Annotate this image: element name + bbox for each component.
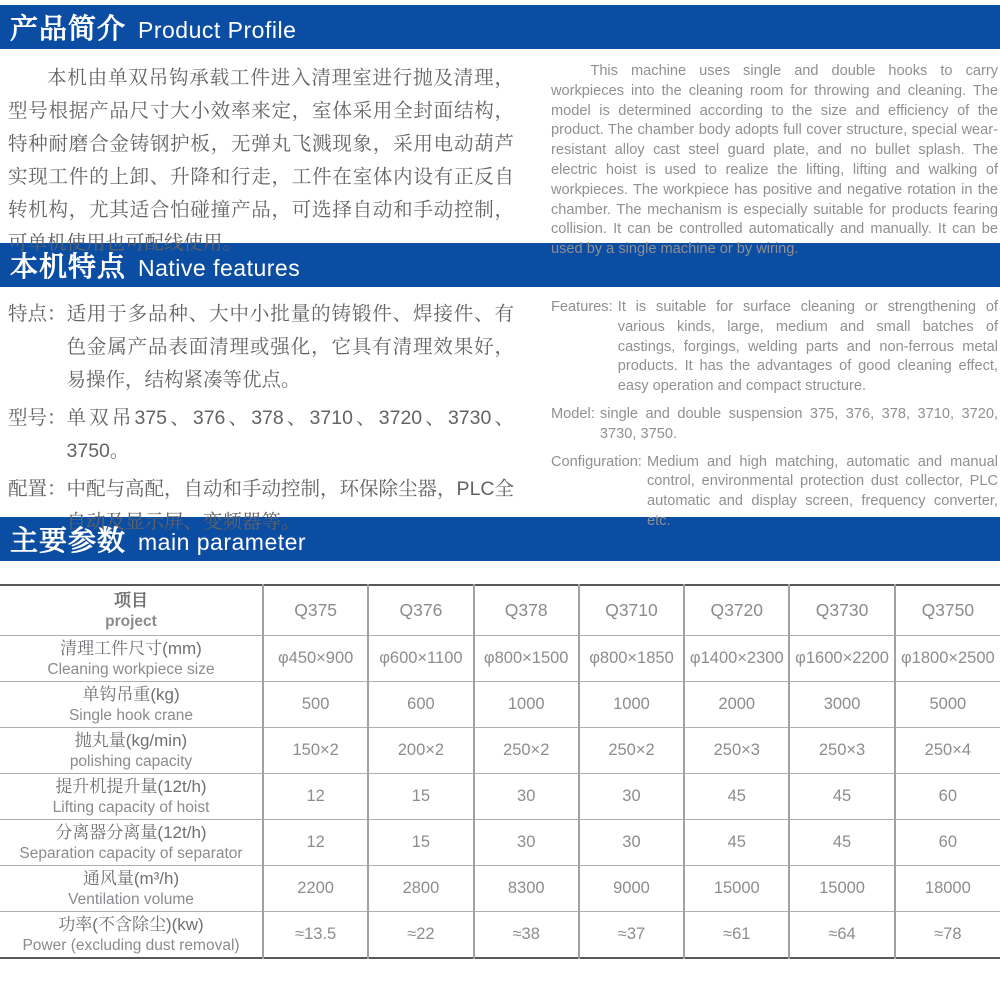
parameters-table-wrap — [0, 584, 1000, 959]
profile-text-cn — [8, 62, 514, 254]
value-cell: 15 — [368, 819, 473, 865]
features-list-en — [551, 298, 998, 529]
value-cell: φ800×1850 — [579, 635, 684, 681]
parameters-table — [0, 584, 1000, 959]
row-label-en: Cleaning workpiece size — [47, 660, 215, 678]
value-cell: 2800 — [368, 865, 473, 911]
value-cell: ≈38 — [474, 911, 579, 958]
row-label-en: polishing capacity — [69, 752, 193, 770]
header-label-en: project — [105, 612, 157, 630]
feature-text: 适用于多品种、大中小批量的铸锻件、焊接件、有色金属产品表面清理或强化，它具有清理效果好，易操作，结构紧凑等优点。 — [66, 303, 514, 391]
value-cell: 250×4 — [895, 727, 1000, 773]
value-cell: 200×2 — [368, 727, 473, 773]
value-cell: 3000 — [789, 681, 894, 727]
row-label-cn: 抛丸量(kg/min) — [74, 730, 188, 750]
profile-paragraph-en: This machine uses single and double hooks to carry workpieces into the cleaning room for throwing and cleaning. The model is determined according to the size and efficiency of the product. The chamber body adopts full cover structure, special wear-resistant alloy cast steel guard plate, and no bullet splash. The electric hoist is used to realize the lifting, lifting and walking of workpieces. The workpiece has positive and negative rotation in the chamber. The mechanism is especially suitable for products fearing collision. It can be controlled automatically and manually. It can be used by a single machine or by wiring. — [551, 63, 998, 258]
value-cell: 30 — [474, 773, 579, 819]
feature-item — [551, 453, 998, 532]
table-row — [0, 773, 1000, 819]
feature-item — [551, 405, 998, 445]
row-label-cn: 通风量(m³/h) — [82, 868, 180, 888]
row-label-cell — [0, 635, 263, 681]
row-label-cell — [0, 865, 263, 911]
value-cell: 9000 — [579, 865, 684, 911]
value-cell: φ600×1100 — [368, 635, 473, 681]
row-label-cell — [0, 681, 263, 727]
section-title-en: Native features — [138, 255, 301, 281]
row-label-cell — [0, 727, 263, 773]
row-label-cn: 清理工件尺寸(mm) — [60, 638, 202, 658]
row-label-en: Separation capacity of separator — [19, 844, 243, 862]
value-cell: 150×2 — [263, 727, 368, 773]
row-label-en: Single hook crane — [68, 706, 194, 724]
value-cell: 250×2 — [474, 727, 579, 773]
feature-label: 配置： — [8, 478, 67, 500]
value-cell: 45 — [684, 773, 789, 819]
value-cell: ≈37 — [579, 911, 684, 958]
feature-item — [551, 298, 998, 397]
value-cell: 8300 — [474, 865, 579, 911]
features-list-cn — [8, 298, 514, 533]
row-label-cell — [0, 911, 263, 958]
section-title-cn: 主要参数 — [10, 525, 127, 556]
value-cell: 1000 — [579, 681, 684, 727]
table-header-model: Q3710 — [579, 585, 684, 635]
value-cell: ≈61 — [684, 911, 789, 958]
section-title-cn: 产品简介 — [10, 13, 127, 44]
row-label-en: Lifting capacity of hoist — [52, 798, 210, 816]
value-cell: 18000 — [895, 865, 1000, 911]
table-header-row — [0, 585, 1000, 635]
value-cell: 45 — [684, 819, 789, 865]
section-title-en: Product Profile — [138, 17, 297, 43]
value-cell: 2200 — [263, 865, 368, 911]
table-header-project — [0, 585, 263, 635]
value-cell: 600 — [368, 681, 473, 727]
profile-content — [0, 49, 1000, 258]
feature-text: 中配与高配，自动和手动控制，环保除尘器，PLC全自动及显示屏、变频器等。 — [66, 478, 514, 533]
feature-text: 单双吊375、376、378、3710、3720、3730、3750。 — [66, 407, 514, 462]
table-row — [0, 727, 1000, 773]
features-content — [0, 287, 1000, 533]
table-row — [0, 865, 1000, 911]
profile-paragraph-cn: 本机由单双吊钩承载工件进入清理室进行抛及清理，型号根据产品尺寸大小效率来定，室体采用全封面结构，特种耐磨合金铸钢护板，无弹丸飞溅现象，采用电动葫芦实现工件的上卸、升降和行走，工件在室体内设有正反自转机构，尤其适合怕碰撞产品，可选择自动和手动控制，可单机使用也可配线使用。 — [8, 67, 514, 254]
value-cell: 15 — [368, 773, 473, 819]
value-cell: 30 — [579, 773, 684, 819]
section-title-cn: 本机特点 — [10, 251, 127, 282]
row-label-en: Ventilation volume — [68, 890, 194, 908]
row-label-cn: 提升机提升量(12t/h) — [55, 776, 207, 796]
value-cell: 2000 — [684, 681, 789, 727]
table-header-model: Q376 — [368, 585, 473, 635]
value-cell: 1000 — [474, 681, 579, 727]
value-cell: 12 — [263, 773, 368, 819]
feature-label: Model: — [551, 405, 595, 422]
feature-label: Features: — [551, 299, 613, 315]
value-cell: 45 — [789, 773, 894, 819]
value-cell: 15000 — [684, 865, 789, 911]
value-cell: 12 — [263, 819, 368, 865]
value-cell: 250×3 — [684, 727, 789, 773]
value-cell: 30 — [474, 819, 579, 865]
feature-item — [8, 402, 514, 468]
row-label-cn: 功率(不含除尘)(kw) — [58, 914, 204, 934]
value-cell: 45 — [789, 819, 894, 865]
value-cell: 30 — [579, 819, 684, 865]
feature-text: Medium and high matching, automatic and manual control, environmental protection dust collector, PLC automatic and display screen, frequency converter, etc. — [646, 453, 998, 529]
row-label-cn: 分离器分离量(12t/h) — [55, 822, 207, 842]
value-cell: 60 — [895, 773, 1000, 819]
row-label-cn: 单钩吊重(kg) — [82, 684, 180, 704]
row-label-en: Power (excluding dust removal) — [22, 936, 240, 954]
row-label-cell — [0, 819, 263, 865]
table-header-model: Q3720 — [684, 585, 789, 635]
feature-item — [8, 298, 514, 397]
table-header-model: Q3750 — [895, 585, 1000, 635]
value-cell: 5000 — [895, 681, 1000, 727]
value-cell: ≈78 — [895, 911, 1000, 958]
table-header-model: Q375 — [263, 585, 368, 635]
table-header-model: Q3730 — [789, 585, 894, 635]
value-cell: 500 — [263, 681, 368, 727]
table-row — [0, 635, 1000, 681]
value-cell: ≈22 — [368, 911, 473, 958]
value-cell: φ800×1500 — [474, 635, 579, 681]
table-header-model: Q378 — [474, 585, 579, 635]
section-title-en: main parameter — [138, 529, 307, 555]
value-cell: φ1400×2300 — [684, 635, 789, 681]
table-row — [0, 681, 1000, 727]
feature-text: It is suitable for surface cleaning or strengthening of various kinds, large, medium and small batches of castings, forgings, welding parts and non-ferrous metal products. It has the advantages of good cleaning effect, easy operation and compact structure. — [617, 299, 998, 395]
feature-label: 型号： — [8, 407, 67, 429]
table-row — [0, 819, 1000, 865]
profile-text-en — [551, 62, 998, 258]
value-cell: 15000 — [789, 865, 894, 911]
table-row — [0, 911, 1000, 958]
value-cell: φ1800×2500 — [895, 635, 1000, 681]
value-cell: φ450×900 — [263, 635, 368, 681]
value-cell: ≈64 — [789, 911, 894, 958]
value-cell: 250×2 — [579, 727, 684, 773]
value-cell: 250×3 — [789, 727, 894, 773]
value-cell: φ1600×2200 — [789, 635, 894, 681]
feature-label: 特点： — [8, 303, 67, 325]
row-label-cell — [0, 773, 263, 819]
value-cell: ≈13.5 — [263, 911, 368, 958]
section-header-product-profile — [0, 5, 1000, 49]
header-label-cn: 项目 — [114, 590, 148, 610]
value-cell: 60 — [895, 819, 1000, 865]
feature-text: single and double suspension 375, 376, 378, 3710, 3720, 3730, 3750. — [599, 405, 998, 442]
feature-label: Configuration: — [551, 453, 642, 470]
